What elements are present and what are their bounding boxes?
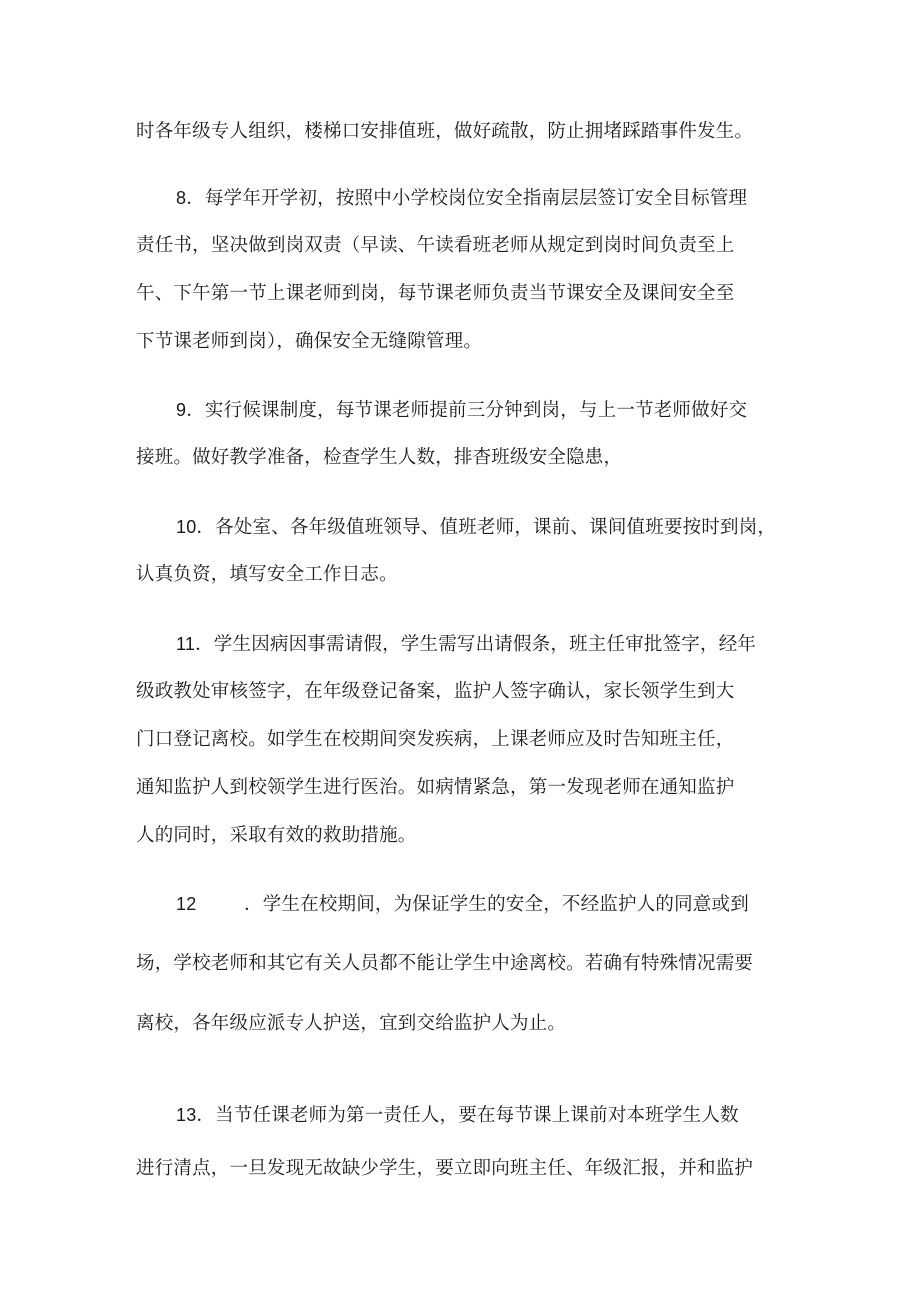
paragraph-first-line <box>136 892 796 916</box>
item-number: 10 <box>176 517 197 537</box>
paragraph-line: 离校，各年级应派专人护送，宜到交给监护人为止。 <box>136 1013 567 1034</box>
paragraph-item-13 <box>136 1103 796 1181</box>
paragraph-line: 级政教处审核签字，在年级登记备案，监护人签字确认，家长领学生到大 <box>136 681 735 702</box>
item-number: 12 <box>176 894 197 914</box>
item-number: 13 <box>176 1105 197 1125</box>
paragraph-line: 午、下午第一节上课老师到岗，每节课老师负责当节课安全及课间安全至 <box>136 283 735 304</box>
paragraph-line: 门口登记离校。如学生在校期间突发疾病，上课老师应及时告知班主任， <box>136 729 735 750</box>
paragraph-line: 下节课老师到岗），确保安全无缝隙管理。 <box>136 331 483 352</box>
paragraph-first-line <box>136 398 796 422</box>
paragraph-first-line <box>136 632 796 656</box>
paragraph-line-text: ．学生因病因事需请假，学生需写出请假条，班主任审批签字，经年 <box>195 634 757 655</box>
paragraph-continuation <box>136 120 796 144</box>
paragraph-line: 进行清点，一旦发现无故缺少学生，要立即向班主任、年级汇报，并和监护 <box>136 1158 754 1179</box>
paragraph-line-text: ．当节任课老师为第一责任人，要在每节课上课前对本班学生人数 <box>196 1105 739 1126</box>
paragraph-item-11 <box>136 632 796 848</box>
paragraph-line-text: ．学生在校期间，为保证学生的安全，不经监护人的同意或到 <box>244 894 749 915</box>
paragraph-line: 通知监护人到校领学生进行医治。如病情紧急，第一发现老师在通知监护 <box>136 777 735 798</box>
paragraph-item-8 <box>136 186 796 354</box>
paragraph-line: 时各年级专人组织，楼梯口安排值班，做好疏散，防止拥堵踩踏事件发生。 <box>136 121 754 142</box>
paragraph-line: 人的同时，采取有效的救助措施。 <box>136 825 417 846</box>
paragraph-first-line <box>136 186 796 210</box>
item-number: 8 <box>176 188 187 208</box>
item-number: 9 <box>176 400 187 420</box>
paragraph-line-text: ．各处室、各年级值班领导、值班老师，课前、课间值班要按时到岗， <box>196 517 777 538</box>
paragraph-line: 场，学校老师和其它有关人员都不能让学生中途离校。若确有特殊情况需要 <box>136 953 754 974</box>
paragraph-line: 认真负资，填写安全工作日志。 <box>136 564 398 585</box>
paragraph-item-9 <box>136 398 796 470</box>
paragraph-line: 接班。做好教学准备，检查学生人数，排杳班级安全隐患， <box>136 447 623 468</box>
paragraph-line: 责任书，坚决做到岗双责（早读、午读看班老师从规定到岗时间负责至上 <box>136 235 735 256</box>
paragraph-line-text: ．实行候课制度，每节课老师提前三分钟到岗，与上一节老师做好交 <box>186 400 748 421</box>
paragraph-first-line <box>136 1103 796 1127</box>
paragraph-first-line <box>136 515 796 539</box>
item-number: 11 <box>176 634 196 654</box>
paragraph-item-10 <box>136 515 796 587</box>
paragraph-line-text: ．每学年开学初，按照中小学校岗位安全指南层层签订安全目标管理 <box>186 188 748 209</box>
paragraph-item-12 <box>136 892 796 1036</box>
